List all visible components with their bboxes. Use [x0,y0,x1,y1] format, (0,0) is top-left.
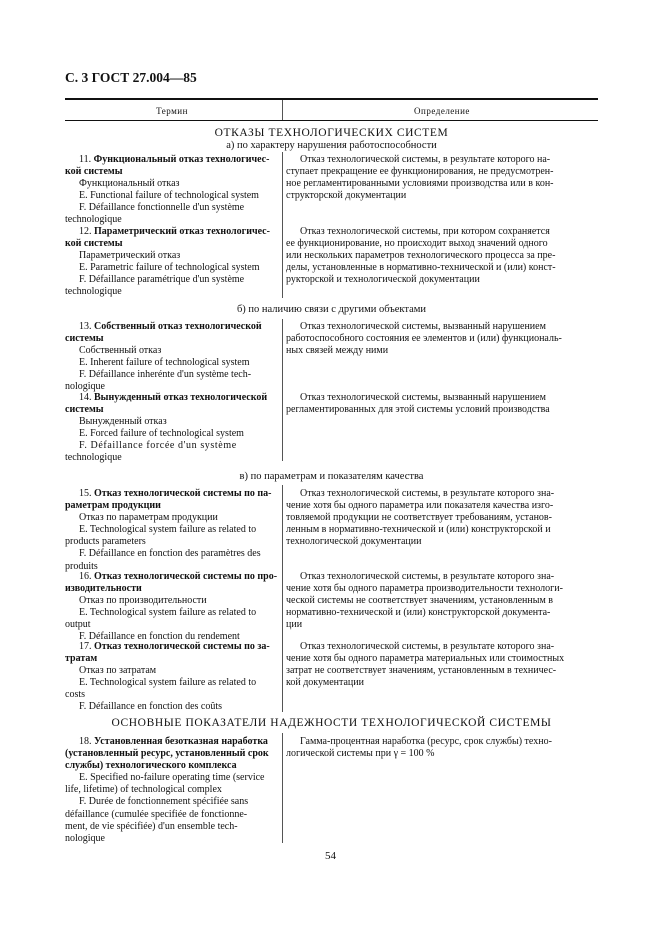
term-name-continued: кой системы [65,238,123,250]
term-name-continued: (установленный ресурс, установленный срок [65,748,269,760]
column-header-term: Термин [156,106,188,116]
term-french: F. Défaillance paramétrique d'un système [79,274,245,286]
subsection-title: б) по наличию связи с другими объектами [236,304,427,315]
term-synonym: Отказ по производительности [79,595,207,607]
term-english-continued: life, lifetime) of technological complex [65,784,222,796]
term-french: F. Défaillance en fonction des coûts [79,701,223,713]
term-french: F. Défaillance inherénte d'un système tech- [79,369,252,381]
definition-entry [286,226,598,286]
entry-number: 16. [79,571,92,582]
term-english-continued: products parameters [65,536,146,548]
definition-line: ческой системы не соответствует значениям, установленным в [286,595,554,607]
term-synonym: Отказ по параметрам продукции [79,512,218,524]
page-number: 54 [325,850,336,862]
term-english: E. Technological system failure as related to [79,524,257,536]
definition-line: Отказ технологической системы, в результате которого на- [300,154,551,165]
entry-number: 12. [79,226,92,237]
definition-entry [286,154,598,202]
table-top-rule [65,98,598,100]
term-name: Параметрический отказ технологичес- [94,226,270,237]
term-name-continued: кой системы [65,166,123,178]
term-name: Отказ технологической системы по за- [94,641,270,652]
term-entry [65,736,279,845]
definition-line: ее функционирование, но происходит выход значений одного [286,238,548,250]
term-entry [65,154,279,227]
column-header-definition: Определение [414,106,470,116]
definition-entry [286,321,598,357]
entry-number: 17. [79,641,92,652]
definition-line: структорской документации [286,190,407,202]
definition-line: Гамма-процентная наработка (ресурс, срок службы) техно- [300,736,552,747]
term-english-continued: costs [65,689,85,701]
definition-line: рукторской и технологической документации [286,274,480,286]
definition-line: ленным в нормативно-технической и (или) конструкторской и [286,524,551,536]
term-synonym: Собственный отказ [79,345,162,357]
term-synonym: Вынужденный отказ [79,416,167,428]
definition-entry [286,641,598,689]
term-entry [65,641,279,714]
definition-entry [286,392,598,416]
term-name-continued: раметрам продукции [65,500,161,512]
definition-line: чение хотя бы одного параметра производительности технологи- [286,583,563,595]
term-name-continued: изводительности [65,583,142,595]
term-french-continued: technologique [65,452,122,464]
term-french: F. Défaillance forcée d'un système [79,440,237,452]
term-french-continued: technologique [65,214,122,226]
term-french: F. Défaillance en fonction des paramètres des [79,548,261,560]
term-name: Отказ технологической системы по про- [94,571,278,582]
document-header: С. 3 ГОСТ 27.004—85 [65,70,197,85]
definition-line: логической системы при γ = 100 % [286,748,435,760]
term-name: Функциональный отказ технологичес- [93,154,270,165]
term-name-continued: системы [65,333,104,345]
definition-line: кой документации [286,677,364,689]
entry-number: 11. [79,154,92,165]
term-english: E. Technological system failure as related to [79,607,257,619]
term-french-continued: ment, de vie spécifiée) d'un ensemble tech- [65,820,238,832]
definition-line: делы, установленные в нормативно-технической и (или) конст- [286,262,556,274]
definition-line: Отказ технологической системы, в результате которого зна- [300,488,555,499]
term-french-continued: produits [65,560,98,572]
definition-entry [286,488,598,548]
entry-number: 13. [79,321,92,332]
definition-line: ное регламентированными условиями производства или в кон- [286,178,554,190]
term-english: E. Technological system failure as related to [79,677,257,689]
entry-number: 15. [79,488,92,499]
column-divider [282,152,283,298]
definition-line: регламентированных для этой системы условий производства [286,404,550,416]
definition-line: ции [286,619,303,631]
term-name: Установленная безотказная наработка [94,736,268,747]
term-synonym: Параметрический отказ [79,250,181,262]
entry-number: 14. [79,392,92,403]
definition-line: Отказ технологической системы, вызванный нарушением [300,321,546,332]
term-synonym: Функциональный отказ [79,178,180,190]
definition-line: затрат не соответствует значениям, установленным в техничес- [286,665,557,677]
definition-line: технологической документации [286,536,422,548]
term-name: Отказ технологической системы по па- [94,488,272,499]
section-title: ОСНОВНЫЕ ПОКАЗАТЕЛИ НАДЕЖНОСТИ ТЕХНОЛОГИЧЕСКОЙ СИСТЕМЫ [111,717,552,729]
definition-line: нормативно-технической и (или) конструкторской документа- [286,607,551,619]
definition-line: ступает прекращение ее функционирования, не предусмотрен- [286,166,554,178]
column-divider [282,485,283,712]
term-name: Собственный отказ технологической [94,321,262,332]
term-english: E. Forced failure of technological system [79,428,244,440]
term-french: F. Défaillance fonctionnelle d'un système [79,202,245,214]
subsection-title: а) по характеру нарушения работоспособности [226,140,437,151]
term-entry [65,571,279,644]
table-header-rule [65,120,598,121]
definition-line: Отказ технологической системы, в результате которого зна- [300,571,555,582]
entry-number: 18. [79,736,92,747]
term-english: E. Functional failure of technological system [79,190,259,202]
term-english-continued: output [65,619,91,631]
term-entry [65,392,279,465]
term-english: E. Specified no-failure operating time (service [79,772,265,784]
definition-line: или нескольких параметров технологического процесса за пре- [286,250,556,262]
definition-entry [286,571,598,631]
term-french-continued: défaillance (cumulée specifiée de fonctionne- [65,808,248,820]
term-french-continued: technologique [65,286,122,298]
term-name-continued: службы) технологического комплекса [65,760,237,772]
term-english: E. Inherent failure of technological system [79,357,250,369]
definition-entry [286,736,598,760]
term-name: Вынужденный отказ технологической [94,392,268,403]
term-entry [65,488,279,573]
definition-line: Отказ технологической системы, при котором сохраняется [300,226,550,237]
definition-line: товляемой продукции не соответствует требованиям, установ- [286,512,552,524]
term-french: F. Défaillance en fonction du rendement [79,631,240,643]
term-french-continued: nologique [65,381,105,393]
definition-line: ных связей между ними [286,345,389,357]
subsection-title: в) по параметрам и показателям качества [239,471,424,482]
definition-line: работоспособного состояния ее элементов и (или) функциональ- [286,333,562,345]
definition-line: чение хотя бы одного параметра или показателя качества изго- [286,500,554,512]
term-synonym: Отказ по затратам [79,665,157,677]
definition-line: Отказ технологической системы, в результате которого зна- [300,641,555,652]
term-french-continued: nologique [65,832,105,844]
term-name-continued: тратам [65,653,98,665]
column-divider [282,733,283,843]
header-column-divider [282,100,283,120]
definition-line: Отказ технологической системы, вызванный нарушением [300,392,546,403]
term-french: F. Durée de fonctionnement spécifiée sans [79,796,249,808]
term-name-continued: системы [65,404,104,416]
definition-line: чение хотя бы одного параметра материальных или стоимостных [286,653,565,665]
term-entry [65,226,279,299]
section-title: ОТКАЗЫ ТЕХНОЛОГИЧЕСКИХ СИСТЕМ [214,127,449,139]
term-english: E. Parametric failure of technological system [79,262,260,274]
column-divider [282,319,283,461]
term-entry [65,321,279,394]
